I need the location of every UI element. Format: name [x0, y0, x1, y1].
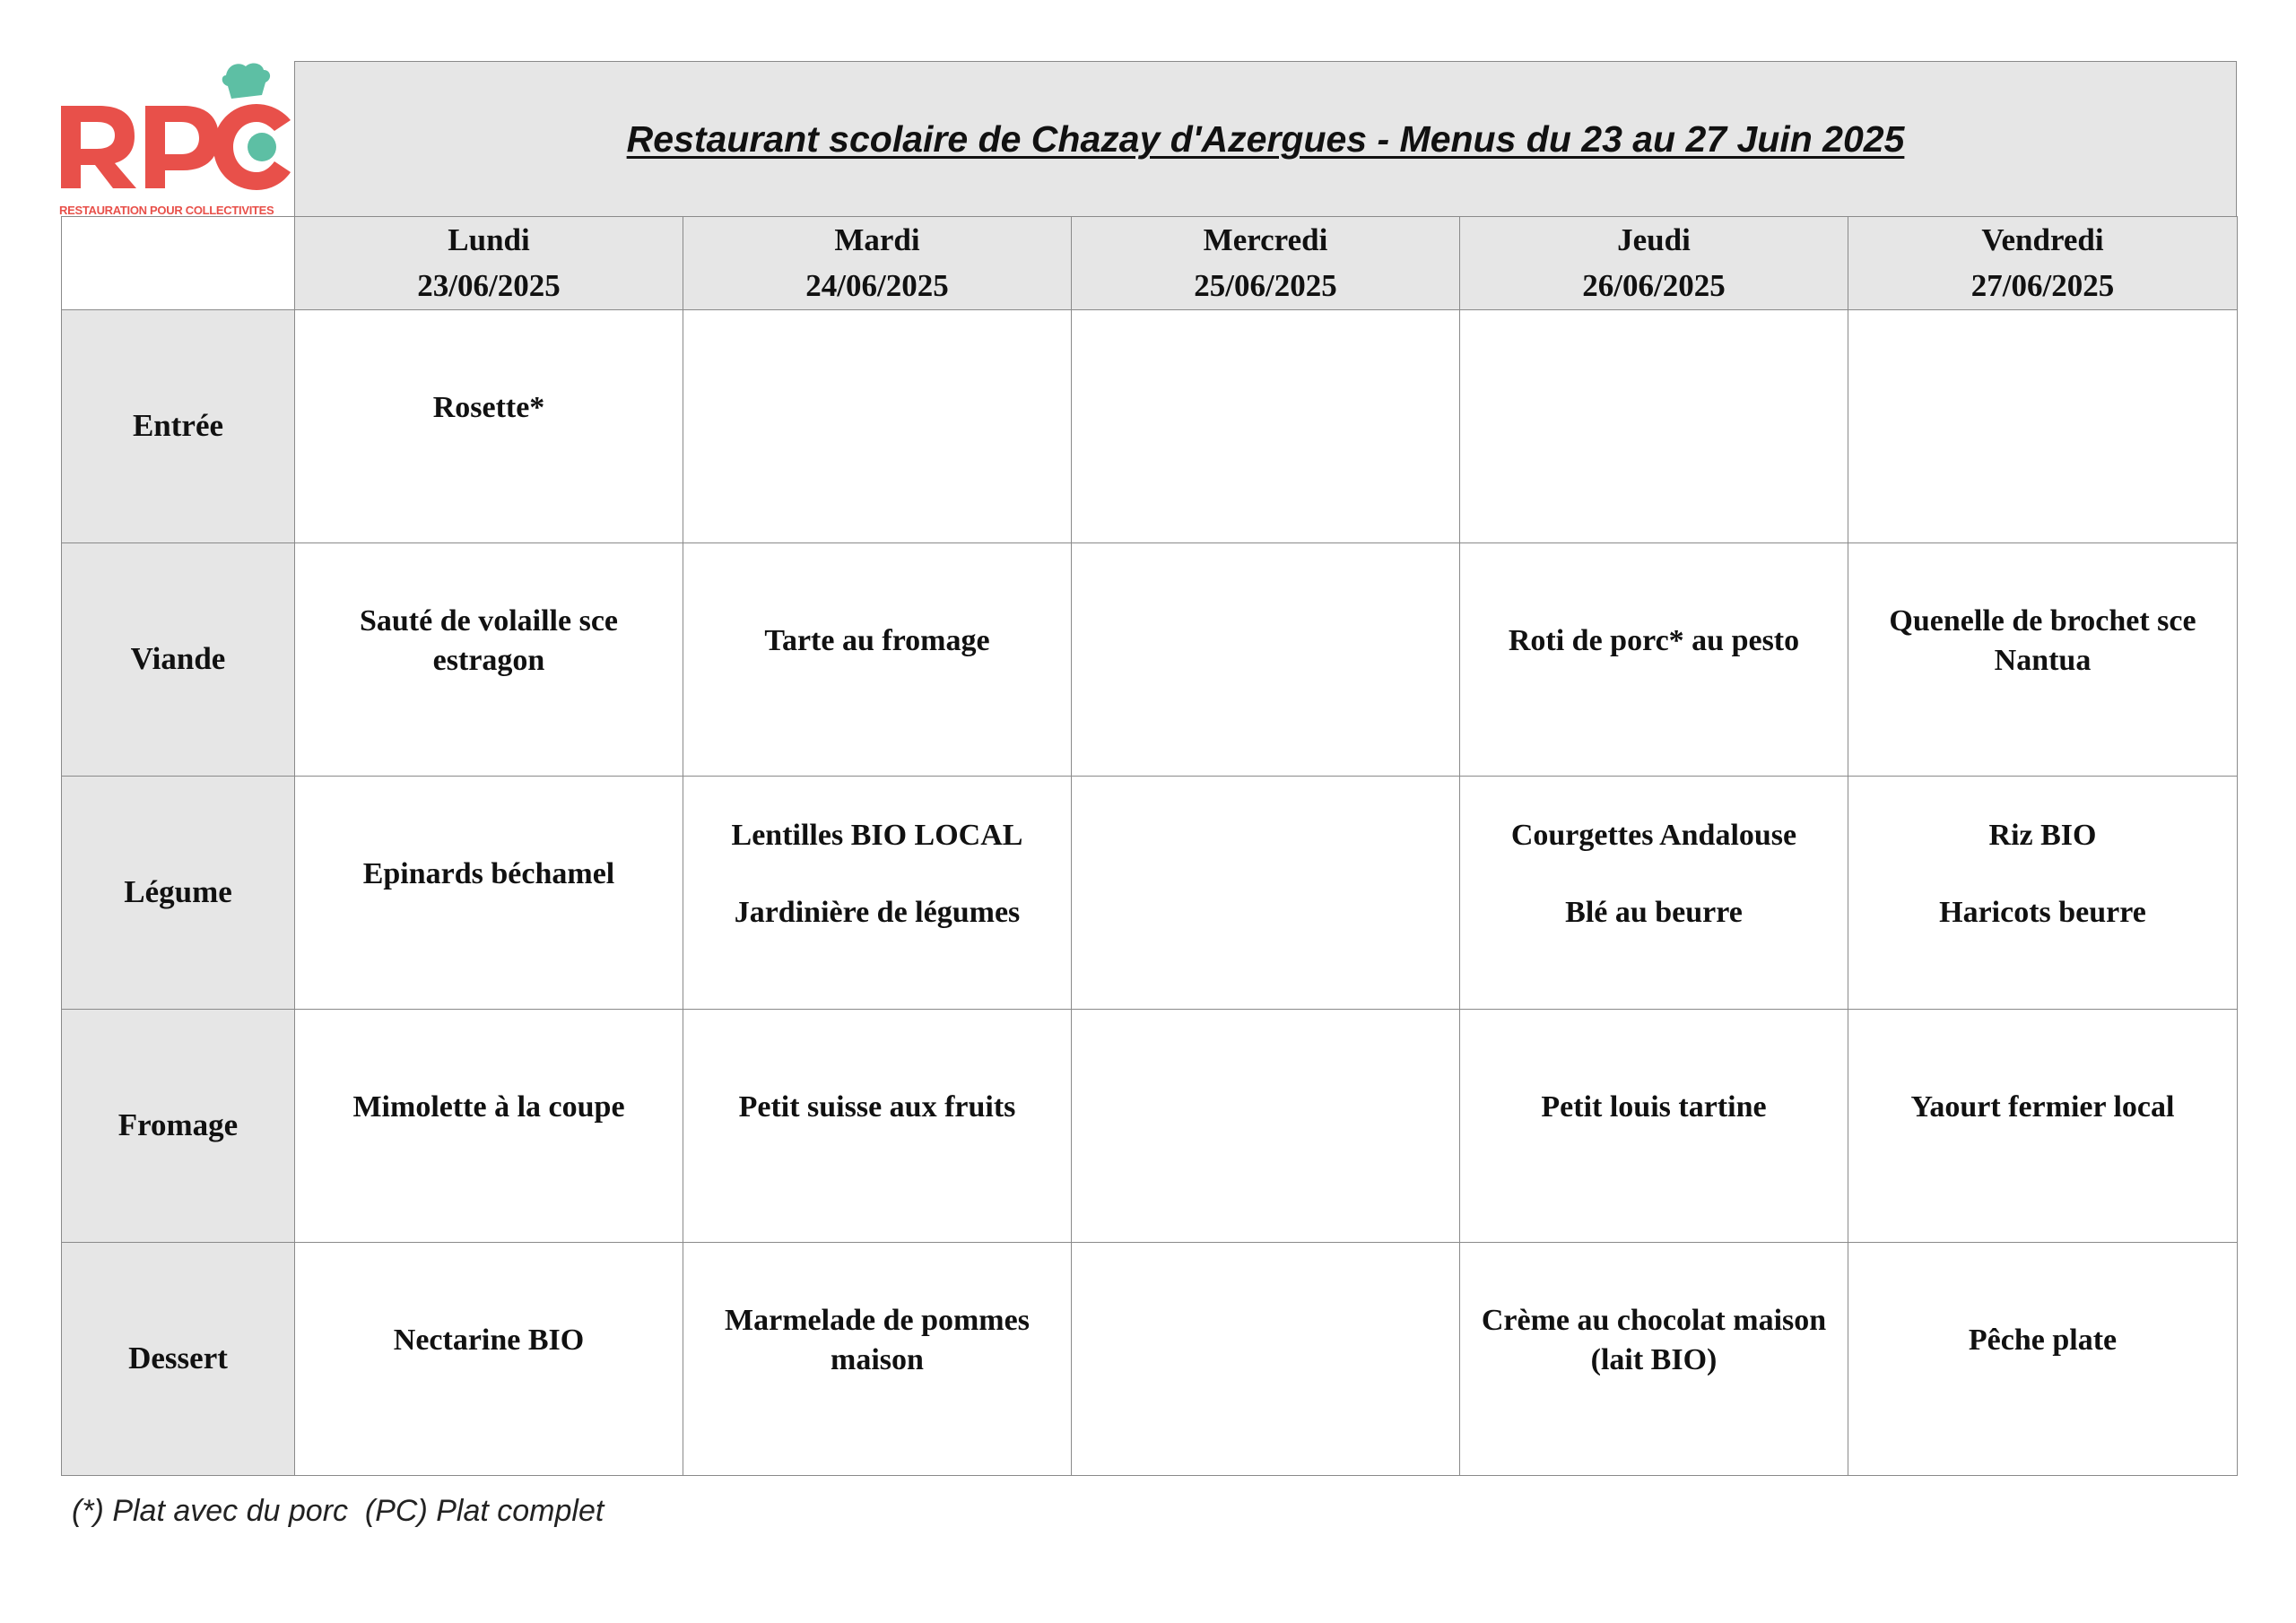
day-header-lundi	[295, 217, 683, 310]
day-name: Vendredi	[1981, 221, 2104, 257]
menu-cell	[295, 1010, 683, 1243]
menu-cell	[1460, 777, 1848, 1010]
day-header-jeudi	[1460, 217, 1848, 310]
course-label-2: Légume	[62, 777, 295, 1010]
dish-item: Jardinière de légumes	[734, 895, 1021, 929]
menu-cell	[295, 310, 683, 543]
dish-item: Roti de porc* au pesto	[1508, 623, 1800, 657]
footnote: (*) Plat avec du porc (PC) Plat complet	[72, 1494, 604, 1528]
dish-item: Tarte au fromage	[764, 623, 990, 657]
dish-item: Epinards béchamel	[362, 856, 615, 890]
course-label-1: Viande	[62, 543, 295, 777]
menu-cell	[1848, 543, 2238, 777]
dish-item: Yaourt fermier local	[1910, 1089, 2175, 1124]
course-label-3: Fromage	[62, 1010, 295, 1243]
menu-cell	[295, 543, 683, 777]
menu-cell	[683, 1243, 1072, 1476]
day-name: Mercredi	[1203, 221, 1328, 257]
dish-item: Riz BIO	[1988, 819, 2097, 853]
menu-cell	[683, 1010, 1072, 1243]
menu-cell	[1848, 777, 2238, 1010]
dish-item: Petit louis tartine	[1541, 1089, 1767, 1124]
dish-item: Quenelle de brochet sce Nantua	[1889, 604, 2196, 677]
menu-table	[61, 216, 2238, 1476]
day-header-vendredi	[1848, 217, 2238, 310]
menu-cell	[1848, 310, 2238, 543]
menu-cell	[1072, 1243, 1460, 1476]
menu-cell	[1460, 1010, 1848, 1243]
menu-cell	[683, 777, 1072, 1010]
day-name: Lundi	[448, 221, 530, 257]
day-date: 25/06/2025	[1194, 267, 1337, 303]
dish-item: Courgettes Andalouse	[1510, 819, 1797, 853]
dish-item: Petit suisse aux fruits	[738, 1089, 1016, 1124]
day-date: 23/06/2025	[417, 267, 561, 303]
dish-item: Haricots beurre	[1939, 895, 2146, 929]
rpc-logo-mark	[59, 59, 294, 194]
menu-cell	[1848, 1010, 2238, 1243]
dish-item: Nectarine BIO	[393, 1323, 585, 1357]
dish-item: Lentilles BIO LOCAL	[731, 819, 1023, 853]
menu-cell	[295, 1243, 683, 1476]
menu-cell	[1460, 1243, 1848, 1476]
dish-item: Crème au chocolat maison (lait BIO)	[1481, 1304, 1827, 1376]
page-title: Restaurant scolaire de Chazay d'Azergues - Menus du 23 au 27 Juin 2025	[626, 118, 1905, 160]
menu-cell	[1072, 543, 1460, 777]
menu-cell	[1072, 777, 1460, 1010]
dish-item: Mimolette à la coupe	[352, 1089, 625, 1124]
course-label-4: Dessert	[62, 1243, 295, 1476]
menu-cell	[683, 543, 1072, 777]
day-name: Mardi	[834, 221, 920, 257]
dish-item: Sauté de volaille sce estragon	[359, 604, 619, 677]
dish-item: Rosette*	[432, 390, 545, 424]
day-date: 27/06/2025	[1970, 267, 2115, 303]
day-date: 24/06/2025	[805, 267, 949, 303]
title-band	[294, 61, 2237, 217]
course-label-0: Entrée	[62, 310, 295, 543]
menu-cell	[683, 310, 1072, 543]
day-name: Jeudi	[1617, 221, 1691, 257]
dish-item: Marmelade de pommes maison	[725, 1304, 1030, 1376]
day-header-mercredi	[1072, 217, 1460, 310]
day-header-mardi	[683, 217, 1072, 310]
rpc-logo	[59, 59, 294, 217]
menu-cell	[295, 777, 683, 1010]
logo-tagline: RESTAURATION POUR COLLECTIVITES	[59, 204, 274, 217]
menu-cell	[1072, 1010, 1460, 1243]
dish-item: Pêche plate	[1968, 1323, 2118, 1357]
dish-item: Blé au beurre	[1565, 895, 1743, 929]
menu-cell	[1460, 310, 1848, 543]
menu-cell	[1460, 543, 1848, 777]
day-date: 26/06/2025	[1582, 267, 1726, 303]
menu-cell	[1072, 310, 1460, 543]
table-corner	[62, 217, 295, 310]
menu-cell	[1848, 1243, 2238, 1476]
